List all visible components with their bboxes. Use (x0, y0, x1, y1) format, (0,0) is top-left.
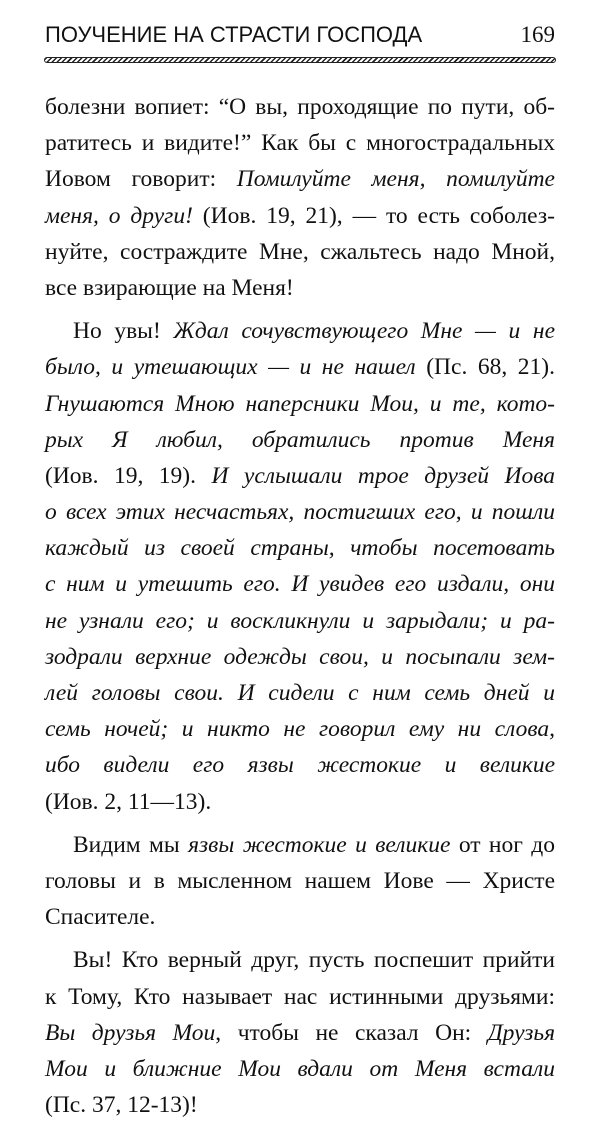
text-line (45, 422, 555, 458)
text-run: болезни вопиет: “О вы, проходящие по пути, об- (45, 94, 555, 120)
body-text (45, 89, 555, 1123)
text-line (45, 1051, 555, 1087)
text-run: от ног до (450, 831, 555, 858)
text-line (45, 1015, 555, 1051)
italic-quote: ибо видели его язвы жестокие и великие (45, 752, 555, 779)
decorative-rope-rule (44, 57, 556, 63)
italic-quote: лей головы свои. И сидели с ним семь дней и (45, 680, 555, 706)
italic-quote: язвы жестокие и великие (188, 831, 451, 858)
running-header (45, 22, 555, 52)
italic-quote: о всех этих несчастьях, постигших его, и пошли (45, 499, 555, 526)
text-line (45, 899, 555, 935)
italic-quote: Мои и ближние Мои вдали от Меня встали (45, 1055, 555, 1082)
text-line (45, 234, 555, 270)
text-line (45, 827, 555, 863)
italic-quote: не узнали его; и воскликнули и зарыдали; и ра- (45, 607, 555, 634)
text-run: (Пс. 37, 12-13)! (45, 1092, 198, 1119)
italic-quote: меня, о други! (45, 202, 193, 229)
text-line (45, 494, 555, 530)
text-run: (Иов. 2, 11—13). (45, 788, 212, 815)
text-line (45, 603, 555, 639)
italic-quote: Помилуйте меня, помилуйте (236, 166, 555, 193)
page-number: 169 (520, 22, 555, 47)
text-run: Видим мы (73, 831, 189, 858)
text-line (45, 863, 555, 899)
text-run: нуйте, состраждите Мне, сжальтесь надо Мной, (45, 238, 555, 265)
text-line (45, 270, 555, 306)
text-line (45, 349, 555, 385)
text-line (45, 1087, 555, 1123)
paragraph (45, 942, 555, 1123)
text-run: (Пс. 68, 21). (415, 354, 555, 381)
text-run: , чтобы не сказал Он: (215, 1019, 488, 1046)
text-line (45, 784, 555, 820)
italic-quote: было, и утешающих — и не нашел (45, 354, 416, 381)
text-run: головы и в мысленном нашем Иове — Христе (45, 867, 555, 894)
text-line (45, 942, 555, 978)
text-line (45, 639, 555, 675)
italic-quote: каждый из своей страны, чтобы посетовать (45, 535, 555, 562)
text-line (45, 89, 555, 125)
text-line (45, 161, 555, 197)
text-run: Спасителе. (45, 904, 156, 931)
text-line (45, 711, 555, 747)
text-line (45, 458, 555, 494)
text-run: ратитесь и видите!” Как бы с многострадальных (45, 130, 555, 157)
paragraph (45, 89, 555, 306)
text-run: к Тому, Кто называет нас истинными друзьями: (45, 983, 555, 1010)
text-run: Но увы! (73, 318, 174, 345)
text-line (45, 979, 555, 1015)
paragraph (45, 827, 555, 936)
italic-quote: И услышали трое друзей Иова (211, 462, 555, 489)
text-line (45, 386, 555, 422)
text-run: (Иов. 19, 19). (45, 462, 212, 489)
italic-quote: зодрали верхние одежды свои, и посыпали зем- (45, 643, 555, 670)
italic-quote: семь ночей; и никто не говорил ему ни слова, (45, 716, 555, 743)
text-run: (Иов. 19, 21), — то есть соболез- (192, 202, 555, 229)
text-run: все взирающие на Меня! (45, 274, 294, 301)
running-title: ПОУЧЕНИЕ НА СТРАСТИ ГОСПОДА (45, 22, 423, 47)
text-line (45, 125, 555, 161)
text-line (45, 566, 555, 602)
paragraph (45, 313, 555, 820)
italic-quote: Гнушаются Мною наперсники Мои, и те, кото- (45, 390, 555, 417)
text-line (45, 198, 555, 234)
text-run: Иовом говорит: (45, 166, 237, 193)
italic-quote: Вы друзья Мои (45, 1019, 216, 1046)
text-line (45, 313, 555, 349)
italic-quote: рых Я любил, обратились против Меня (45, 426, 555, 453)
italic-quote: Ждал сочувствующего Мне — и не (173, 318, 555, 345)
text-line (45, 747, 555, 783)
text-line (45, 530, 555, 566)
text-run: Вы! Кто верный друг, пусть поспешит прийти (73, 947, 555, 974)
text-line (45, 675, 555, 711)
italic-quote: с ним и утешить его. И увидев его издали, они (45, 571, 555, 598)
italic-quote: Друзья (487, 1019, 556, 1046)
